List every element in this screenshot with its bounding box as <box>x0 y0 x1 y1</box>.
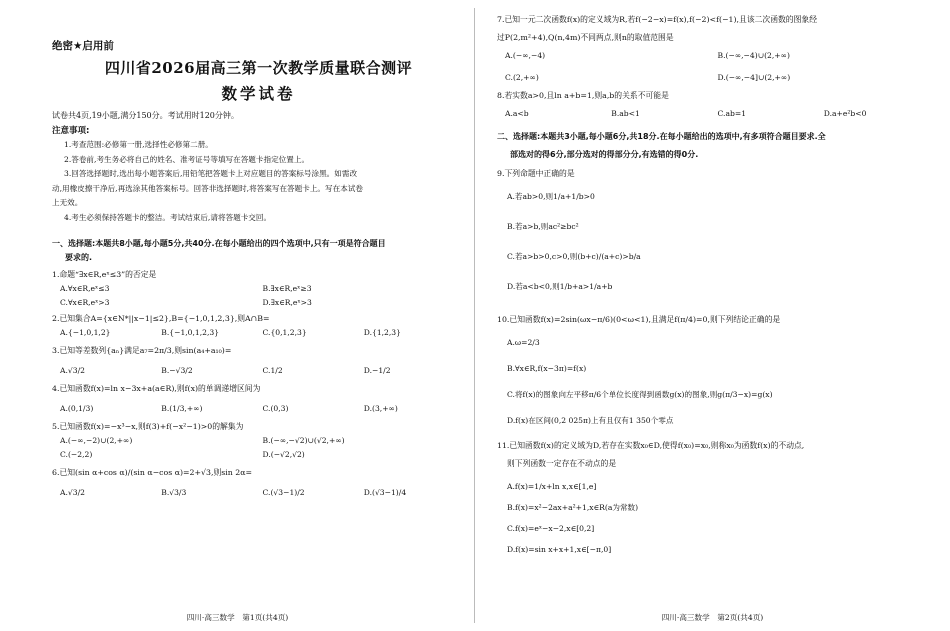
option-b: B.f(x)=x²−2ax+a²+1,x∈R(a为常数) <box>507 503 639 512</box>
question-stem: 5.已知函数f(x)=−x³−x,则f(3)+f(−x²−1)>0的解集为 <box>52 422 244 431</box>
option-b: B.∃x∈R,eˣ≥3 <box>262 284 312 293</box>
option-c: C.若a>b>0,c>0,则(b+c)/(a+c)>b/a <box>507 252 641 261</box>
page-footer: 四川·高三数学 第2页(共4页) <box>661 613 764 622</box>
question-stem-continued: 过P(2,m²+4),Q(n,4m)不同两点,则n的取值范围是 <box>497 33 674 42</box>
option-a: A.∀x∈R,eˣ≤3 <box>60 284 110 293</box>
question-stem: 4.已知函数f(x)=ln x−3x+a(a∈R),则f(x)的单调递增区间为 <box>52 384 261 393</box>
option-a: A.若ab>0,则1/a+1/b>0 <box>507 192 595 201</box>
option-a: A.{−1,0,1,2} <box>60 328 111 337</box>
option-b: B.(1/3,+∞) <box>161 404 203 413</box>
option-a: A.a<b <box>505 109 529 118</box>
question-4 <box>52 383 465 415</box>
option-c: C.{0,1,2,3} <box>262 328 307 337</box>
question-11 <box>497 440 930 560</box>
option-d: D.f(x)在区间(0,2 025π)上有且仅有1 350个零点 <box>507 416 674 425</box>
option-b: B.ab<1 <box>611 109 640 118</box>
option-a: A.(−∞,−4) <box>505 51 546 60</box>
option-d: D.f(x)=sin x+x+1,x∈[−π,0] <box>507 545 612 554</box>
option-b: B.若a>b,则ac²≥bc² <box>507 222 579 231</box>
question-7 <box>497 14 930 84</box>
note-item-continued: 上无效。 <box>52 198 83 207</box>
question-stem: 1.命题“∃x∈R,eˣ≤3”的否定是 <box>52 270 157 279</box>
section-two-heading: 二、选择题:本题共3小题,每小题6分,共18分.在每小题给出的选项中,有多项符合题目要求.全 部选对的得6分,部分选对的得部分分,有选错的得0分. <box>497 132 826 159</box>
option-c: C.f(x)=eˣ−x−2,x∈[0,2] <box>507 524 595 533</box>
option-c: C.将f(x)的图象向左平移π/6个单位长度得到函数g(x)的图象,则g(π/3−x)=g(x) <box>507 390 773 399</box>
question-8 <box>497 90 930 120</box>
option-d: D.∃x∈R,eˣ>3 <box>262 298 312 307</box>
option-b: B.−√3/2 <box>161 366 193 375</box>
note-item-continued: 动,用橡皮擦干净后,再选涂其他答案标号。回答非选择题时,将答案写在答题卡上。写在本试卷 <box>52 183 363 193</box>
note-item: 1.考查范围:必修第一册,选择性必修第二册。 <box>64 140 213 149</box>
question-stem: 3.已知等差数列{aₙ}满足a₇=2π/3,则sin(a₄+a₁₀)= <box>52 346 232 355</box>
option-c: C.(0,3) <box>262 404 289 413</box>
option-d: D.(−√2,√2) <box>262 450 305 459</box>
option-b: B.√3/3 <box>161 488 187 497</box>
option-b: B.(−∞,−√2)∪(√2,+∞) <box>262 436 345 445</box>
question-5 <box>52 421 465 461</box>
question-6 <box>52 467 465 499</box>
option-a: A.√3/2 <box>60 488 85 497</box>
note-item: 4.考生必须保持答题卡的整洁。考试结束后,请将答题卡交回。 <box>64 212 272 222</box>
option-a: A.f(x)=1/x+ln x,x∈[1,e] <box>507 482 597 491</box>
note-item: 3.回答选择题时,选出每小题答案后,用铅笔把答题卡上对应题目的答案标号涂黑。如需改 <box>64 169 358 178</box>
option-d: D.a+e²b<0 <box>823 109 867 118</box>
option-c: C.∀x∈R,eˣ>3 <box>60 298 110 307</box>
option-c: C.(−2,2) <box>60 450 93 459</box>
question-stem: 10.已知函数f(x)=2sin(ωx−π/6)(0<ω<1),且满足f(π/4)=0,则下列结论正确的是 <box>497 315 781 324</box>
page-footer: 四川·高三数学 第1页(共4页) <box>186 613 289 622</box>
note-item: 2.答卷前,考生务必将自己的姓名、准考证号等填写在答题卡指定位置上。 <box>64 154 310 164</box>
question-stem: 8.若实数a>0,且ln a+b=1,则a,b的关系不可能是 <box>497 91 669 100</box>
question-10 <box>497 314 930 434</box>
option-b: B.{−1,0,1,2,3} <box>161 328 220 337</box>
option-c: C.ab=1 <box>717 109 747 118</box>
question-9 <box>497 168 930 302</box>
question-stem: 7.已知一元二次函数f(x)的定义域为R,若f(−2−x)=f(x),f(−2)<f(−1),且该二次函数的图象经 <box>497 15 817 24</box>
option-c: C.1/2 <box>262 366 283 375</box>
question-3 <box>52 345 465 377</box>
option-d: D.−1/2 <box>363 366 391 375</box>
option-a: A.√3/2 <box>60 366 85 375</box>
option-b: B.(−∞,−4)∪(2,+∞) <box>717 51 790 60</box>
option-d: D.{1,2,3} <box>363 328 401 337</box>
option-d: D.若a<b<0,则1/b+a>1/a+b <box>507 282 613 291</box>
subject-title: 数学试卷 <box>221 84 296 103</box>
question-stem-continued: 则下列函数一定存在不动点的是 <box>507 459 617 468</box>
notes-heading: 注意事项: <box>52 126 90 136</box>
option-a: A.ω=2/3 <box>507 338 540 347</box>
page-two <box>475 0 950 631</box>
exam-title: 四川省2026届高三第一次教学质量联合测评 <box>104 59 413 77</box>
option-c: C.(√3−1)/2 <box>262 488 305 497</box>
option-a: A.(−∞,−2)∪(2,+∞) <box>60 436 133 445</box>
question-1 <box>52 269 465 309</box>
option-d: D.(3,+∞) <box>363 404 398 413</box>
secret-label: 绝密★启用前 <box>52 40 114 52</box>
option-c: C.(2,+∞) <box>505 73 539 82</box>
option-d: D.(−∞,−4]∪(2,+∞) <box>717 73 791 82</box>
option-a: A.(0,1/3) <box>60 404 94 413</box>
option-d: D.(√3−1)/4 <box>363 488 407 497</box>
section-one-heading: 一、选择题:本题共8小题,每小题5分,共40分.在每小题给出的四个选项中,只有一项是符合题目 要求的. <box>52 239 386 262</box>
question-stem: 9.下列命题中正确的是 <box>497 169 575 178</box>
question-stem: 6.已知(sin α+cos α)/(sin α−cos α)=2+√3,则sin 2α= <box>52 468 253 477</box>
question-2 <box>52 313 465 339</box>
exam-intro: 试卷共4页,19小题,满分150分。考试用时120分钟。 <box>52 111 239 120</box>
question-stem: 11.已知函数f(x)的定义域为D,若存在实数x₀∈D,使得f(x₀)=x₀,则称x₀为函数f(x)的不动点, <box>497 441 805 450</box>
question-stem: 2.已知集合A={x∈N*||x−1|≤2},B={−1,0,1,2,3},则A∩B= <box>52 314 270 323</box>
option-b: B.∀x∈R,f(x−3π)=f(x) <box>507 364 587 373</box>
